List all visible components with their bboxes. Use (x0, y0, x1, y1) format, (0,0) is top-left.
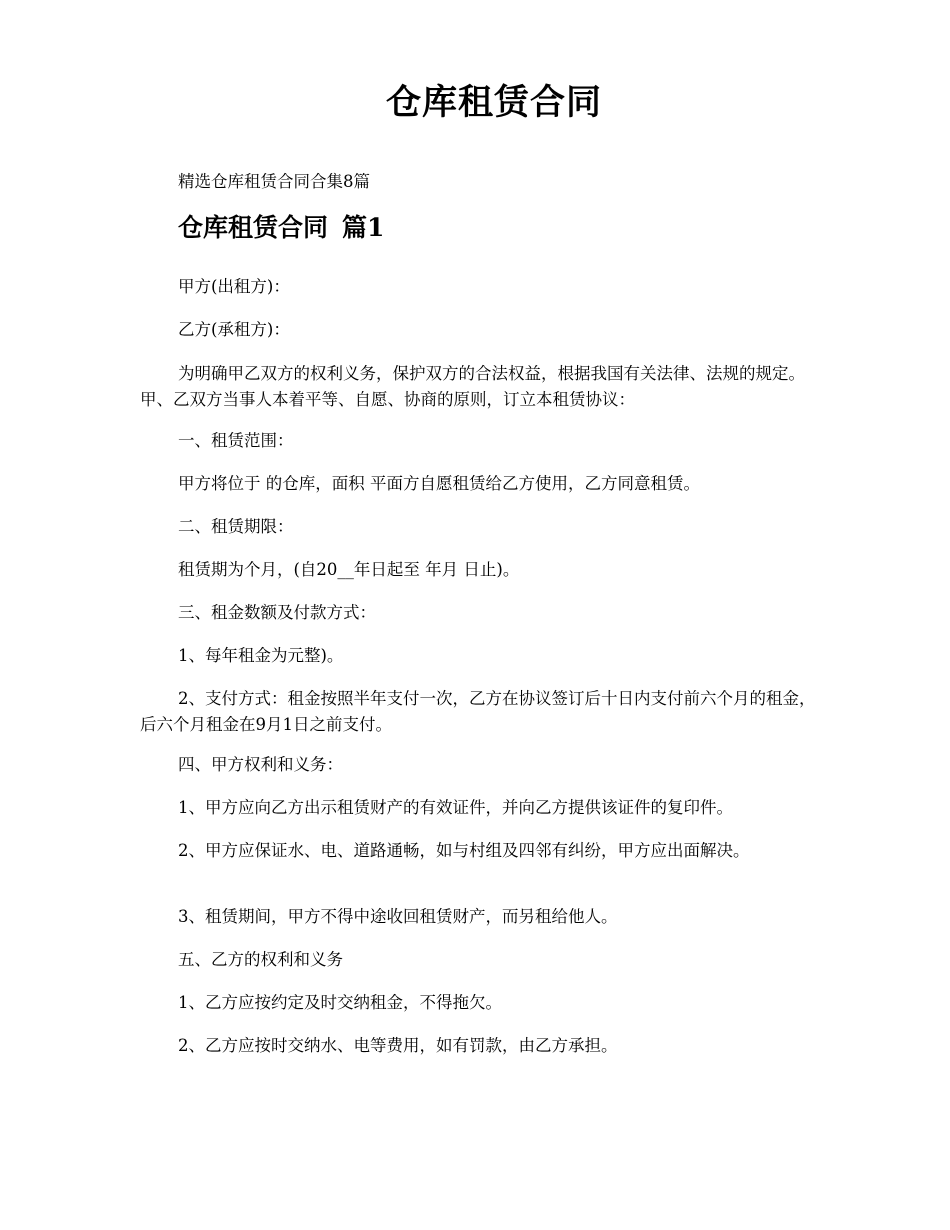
document-title: 仓库租赁合同 (385, 82, 602, 123)
paragraph: 1、每年租金为元整)。 (178, 646, 344, 665)
paragraph: 2、支付方式：租金按照半年支付一次，乙方在协议签订后十日内支付前六个月的租金，后六个月租金在9月1日之前支付。 (140, 689, 816, 734)
paragraph: 甲方将位于 的仓库，面积 平面方自愿租赁给乙方使用，乙方同意租赁。 (178, 474, 700, 493)
paragraph: 三、租金数额及付款方式： (178, 603, 376, 622)
paragraph: 甲方(出租方)： (178, 277, 290, 296)
section-title: 仓库租赁合同 (178, 213, 329, 242)
paragraph: 四、甲方权利和义务： (178, 755, 343, 774)
paragraph: 租赁期为个月，(自20__年日起至 年月 日止)。 (178, 560, 520, 579)
paragraph: 2、甲方应保证水、电、道路通畅，如与村组及四邻有纠纷，甲方应出面解决。 (178, 841, 750, 860)
paragraph: 二、租赁期限： (178, 517, 294, 536)
paragraph: 为明确甲乙双方的权利义务，保护双方的合法权益，根据我国有关法律、法规的规定。甲、乙双方当事人本着平等、自愿、协商的原则，订立本租赁协议： (140, 364, 805, 409)
paragraph: 乙方(承租方)： (178, 320, 290, 339)
paragraph: 2、乙方应按时交纳水、电等费用，如有罚款，由乙方承担。 (178, 1036, 618, 1055)
section-heading (178, 208, 384, 248)
paragraph: 一、租赁范围： (178, 431, 294, 450)
paragraph: 五、乙方的权利和义务 (178, 950, 343, 969)
paragraph: 1、甲方应向乙方出示租赁财产的有效证件，并向乙方提供该证件的复印件。 (178, 798, 733, 817)
paragraph: 3、租赁期间，甲方不得中途收回租赁财产，而另租给他人。 (178, 907, 618, 926)
paragraph: 1、乙方应按约定及时交纳租金，不得拖欠。 (178, 993, 502, 1012)
document-subtitle: 精选仓库租赁合同合集8篇 (178, 172, 370, 191)
section-number: 篇1 (342, 213, 385, 242)
